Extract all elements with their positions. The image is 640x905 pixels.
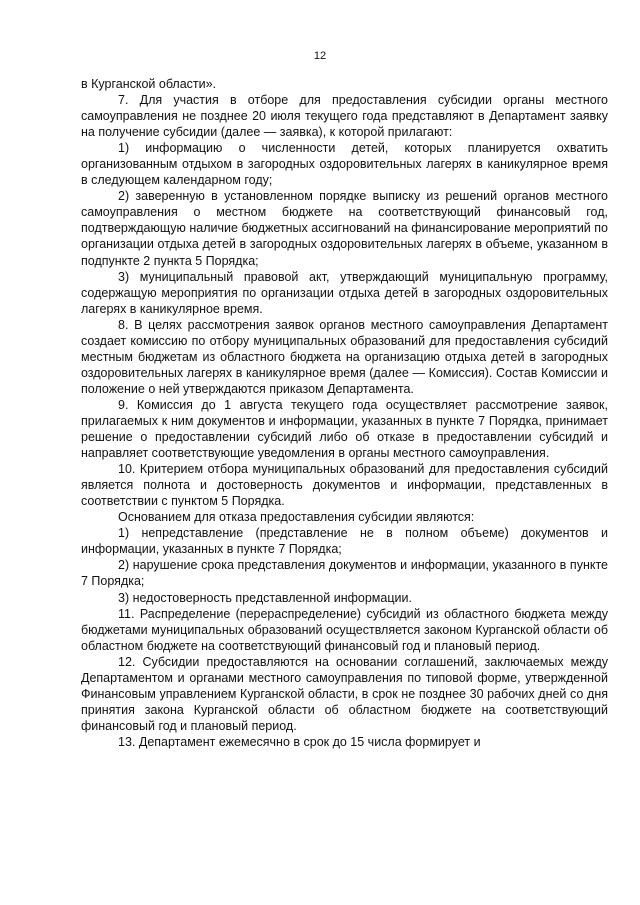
paragraph-refusal-2: 2) нарушение срока представления документов и информации, указанного в пункте 7 Порядка; [81, 558, 608, 589]
paragraph-subitem-7-2: 2) заверенную в установленном порядке выписку из решений органов местного самоуправления о местном бюджете на соответствующий финансовый год, подтверждающую наличие бюджетных ассигнований на финансирование мероприятий по организации отдыха детей в загородных оздоровительных лагерях в объеме, указанном в подпункте 2 пункта 5 Порядка; [81, 189, 608, 268]
paragraph-item-7: 7. Для участия в отборе для предоставления субсидии органы местного самоуправления не позднее 20 июля текущего года представляют в Департамент заявку на получение субсидии (далее — заявка), к которой прилагают: [81, 93, 608, 140]
paragraph-refusal-3: 3) недостоверность представленной информации. [118, 590, 412, 605]
paragraph-continuation: в Курганской области». [81, 77, 217, 91]
paragraph-refusal-grounds: Основанием для отказа предоставления субсидии являются: [118, 510, 475, 525]
paragraph-refusal-1: 1) непредставление (представление не в полном объеме) документов и информации, указанных в пункте 7 Порядка; [81, 526, 608, 557]
paragraph-item-12: 12. Субсидии предоставляются на основании соглашений, заключаемых между Департаментом и органами местного самоуправления по типовой форме, утвержденной Финансовым управлением Курганской области, в срок не позднее 30 рабочих дней со дня принятия закона Курганской области об областном бюджете на соответствующий финансовый год и плановый период. [81, 654, 608, 733]
paragraph-item-9: 9. Комиссия до 1 августа текущего года осуществляет рассмотрение заявок, прилагаемых к ним документов и информации, указанных в пункте 7 Порядка, принимает решение о предоставлении субсидий либо об отказе в предоставлении субсидий и направляет соответствующие уведомления в органы местного самоуправления. [81, 397, 608, 461]
paragraph-subitem-7-1: 1) информацию о численности детей, которых планируется охватить организованным отдыхом в загородных оздоровительных лагерях в каникулярное время в следующем календарном году; [81, 141, 608, 188]
page-number: 12 [313, 50, 327, 62]
paragraph-item-10: 10. Критерием отбора муниципальных образований для предоставления субсидий является полнота и достоверность документов и информации, представленных в соответствии с пунктом 5 Порядка. [81, 462, 608, 509]
paragraph-item-13: 13. Департамент ежемесячно в срок до 15 числа формирует и [118, 734, 481, 749]
paragraph-subitem-7-3: 3) муниципальный правовой акт, утверждающий муниципальную программу, содержащую мероприятия по организации отдыха детей в загородных оздоровительных лагерях в каникулярное время. [81, 269, 608, 316]
paragraph-item-11: 11. Распределение (перераспределение) субсидий из областного бюджета между бюджетами муниципальных образований осуществляется законом Курганской области об областном бюджете на соответствующий финансовый год и плановый период. [81, 606, 608, 653]
document-body [81, 76, 608, 750]
paragraph-item-8: 8. В целях рассмотрения заявок органов местного самоуправления Департамент создает комиссию по отбору муниципальных образований для предоставления субсидий местным бюджетам из областного бюджета на организацию отдыха детей в загородных оздоровительных лагерях в каникулярное время (далее — Комиссия). Состав Комиссии и положение о ней утверждаются приказом Департамента. [81, 317, 608, 396]
